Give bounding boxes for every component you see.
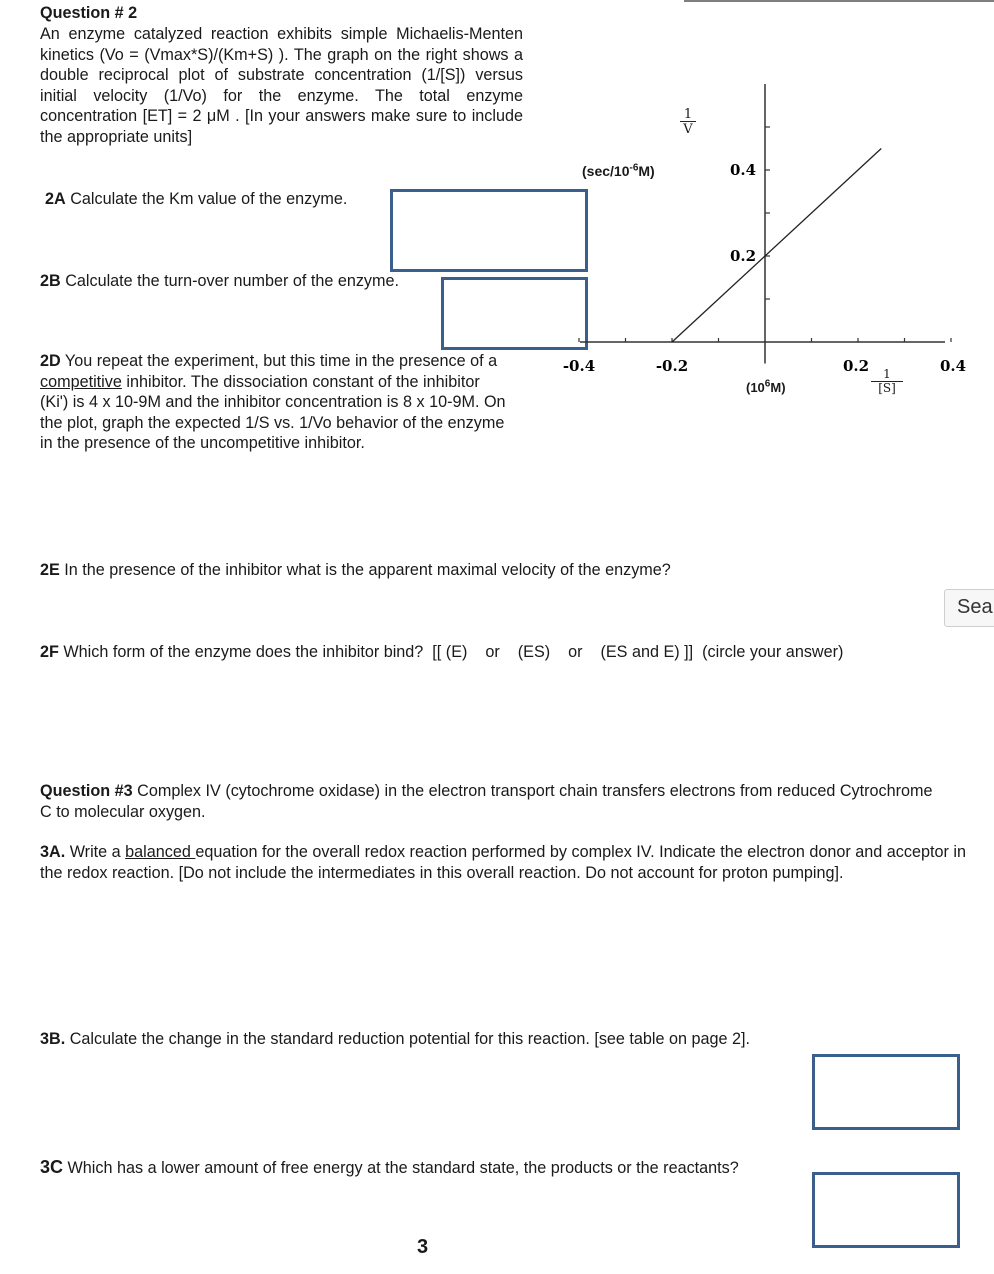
y-axis-title: 1 V <box>680 108 696 136</box>
q2-title: Question # 2 <box>40 4 138 22</box>
x-axis-title: 1 [S] <box>871 368 903 395</box>
q2-intro: An enzyme catalyzed reaction exhibits simple Michaelis-Menten kinetics (Vo = (Vmax*S)/(Km+S) ). The graph on the right shows a double reciprocal plot of substrate concentration (1/[S]) versus initial velocity (1/Vo) for the enzyme. The total enzyme concentration [ET] = 2 μM . [In your answers make sure to include the appropriate units] <box>40 25 523 146</box>
y-tick-label-04: 0.4 <box>729 161 757 179</box>
lineweaver-burk-plot <box>560 0 994 420</box>
q2a-question: 2A Calculate the Km value of the enzyme. <box>45 190 348 208</box>
x-tick-label-neg02: -0.2 <box>655 357 689 375</box>
x-tick-label-02: 0.2 <box>842 357 870 375</box>
q2a-answer-box[interactable] <box>390 189 588 272</box>
q3c-question: 3C Which has a lower amount of free energy at the standard state, the products or the reactants? <box>40 1157 739 1177</box>
x-tick-label-04: 0.4 <box>939 357 967 375</box>
search-button[interactable]: Sea <box>944 589 994 627</box>
q2d-question: 2D You repeat the experiment, but this time in the presence of a competitive inhibitor. The dissociation constant of the inhibitor (Ki') is 4 x 10-9M and the inhibitor concentration is 8 x 10-9M. On the plot, graph the expected 1/S vs. 1/Vo behavior of the enzyme in the presence of the uncompetitive inhibitor. <box>40 352 506 452</box>
q3b-answer-box[interactable] <box>812 1054 960 1130</box>
x-tick-label-neg04: -0.4 <box>562 357 596 375</box>
x-axis-unit: $(10^6M)$ <box>746 378 786 395</box>
y-axis-unit: $(\sec/10^{-6}M)$ <box>582 162 655 179</box>
q2e-question: 2E In the presence of the inhibitor what is the apparent maximal velocity of the enzyme? <box>40 561 671 579</box>
series-no-inhibitor-line <box>672 149 881 343</box>
q2b-question: 2B Calculate the turn-over number of the enzyme. <box>40 272 400 290</box>
q3-intro: Question #3 Complex IV (cytochrome oxidase) in the electron transport chain transfers electrons from reduced Cytrochrome C to molecular oxygen. <box>40 782 933 821</box>
q3c-answer-box[interactable] <box>812 1172 960 1248</box>
y-tick-label-02: 0.2 <box>729 247 757 265</box>
q2f-question: 2F Which form of the enzyme does the inhibitor bind? [[ (E) or (ES) or (ES and E) ]] (circle your answer) <box>40 643 844 661</box>
q3a-question: 3A. Write a balanced equation for the overall redox reaction performed by complex IV. Indicate the electron donor and acceptor in the redox reaction. [Do not include the intermediates in this overall reaction. Do not account for proton pumping]. <box>40 843 966 882</box>
page-number: 3 <box>417 1236 429 1258</box>
q3b-question: 3B. Calculate the change in the standard reduction potential for this reaction. [see table on page 2]. <box>40 1030 751 1048</box>
